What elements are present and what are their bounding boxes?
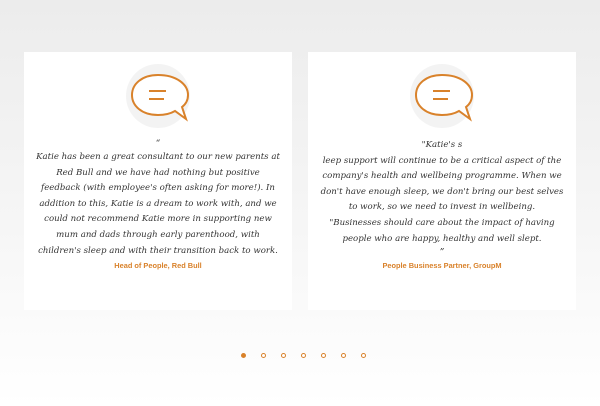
carousel-pagination (241, 353, 371, 363)
pagination-dot-3[interactable] (281, 353, 286, 358)
testimonial-card (24, 52, 292, 310)
pagination-dot-1[interactable] (241, 353, 246, 358)
testimonial-text-line: "Businesses should care about the impact of having people who are happy, healthy and well slept. (329, 217, 555, 244)
pagination-dot-6[interactable] (341, 353, 346, 358)
testimonial-text-line: "Katie's s (421, 140, 463, 150)
testimonial-author: Head of People, Red Bull (114, 261, 202, 271)
testimonial-author: People Business Partner, GroupM (382, 261, 502, 271)
speech-bubble-icon (126, 64, 190, 128)
testimonial-quote (320, 138, 564, 259)
testimonial-quote (36, 138, 280, 259)
open-quote-mark: “ (155, 139, 161, 149)
testimonial-text: Katie has been a great consultant to our new parents at Red Bull and we have had nothing but positive feedback (with employee's often asking for more!). In addition to this, Katie is a dream to work with, and we could not recommend Katie more in supporting new mum and dads through early parenthood, with children's sleep and with their transition back to work. (36, 152, 280, 256)
pagination-dot-4[interactable] (301, 353, 306, 358)
testimonial-card (308, 52, 576, 310)
close-quote-mark: ” (439, 248, 445, 259)
pagination-dot-7[interactable] (361, 353, 366, 358)
pagination-dot-2[interactable] (261, 353, 266, 358)
speech-bubble-icon (410, 64, 474, 128)
pagination-dot-5[interactable] (321, 353, 326, 358)
testimonial-text-line: leep support will continue to be a critical aspect of the company's health and wellbeing programme. When we don't have enough sleep, we don't bring our best selves to work, so we need to invest in wellbeing. (320, 155, 564, 213)
